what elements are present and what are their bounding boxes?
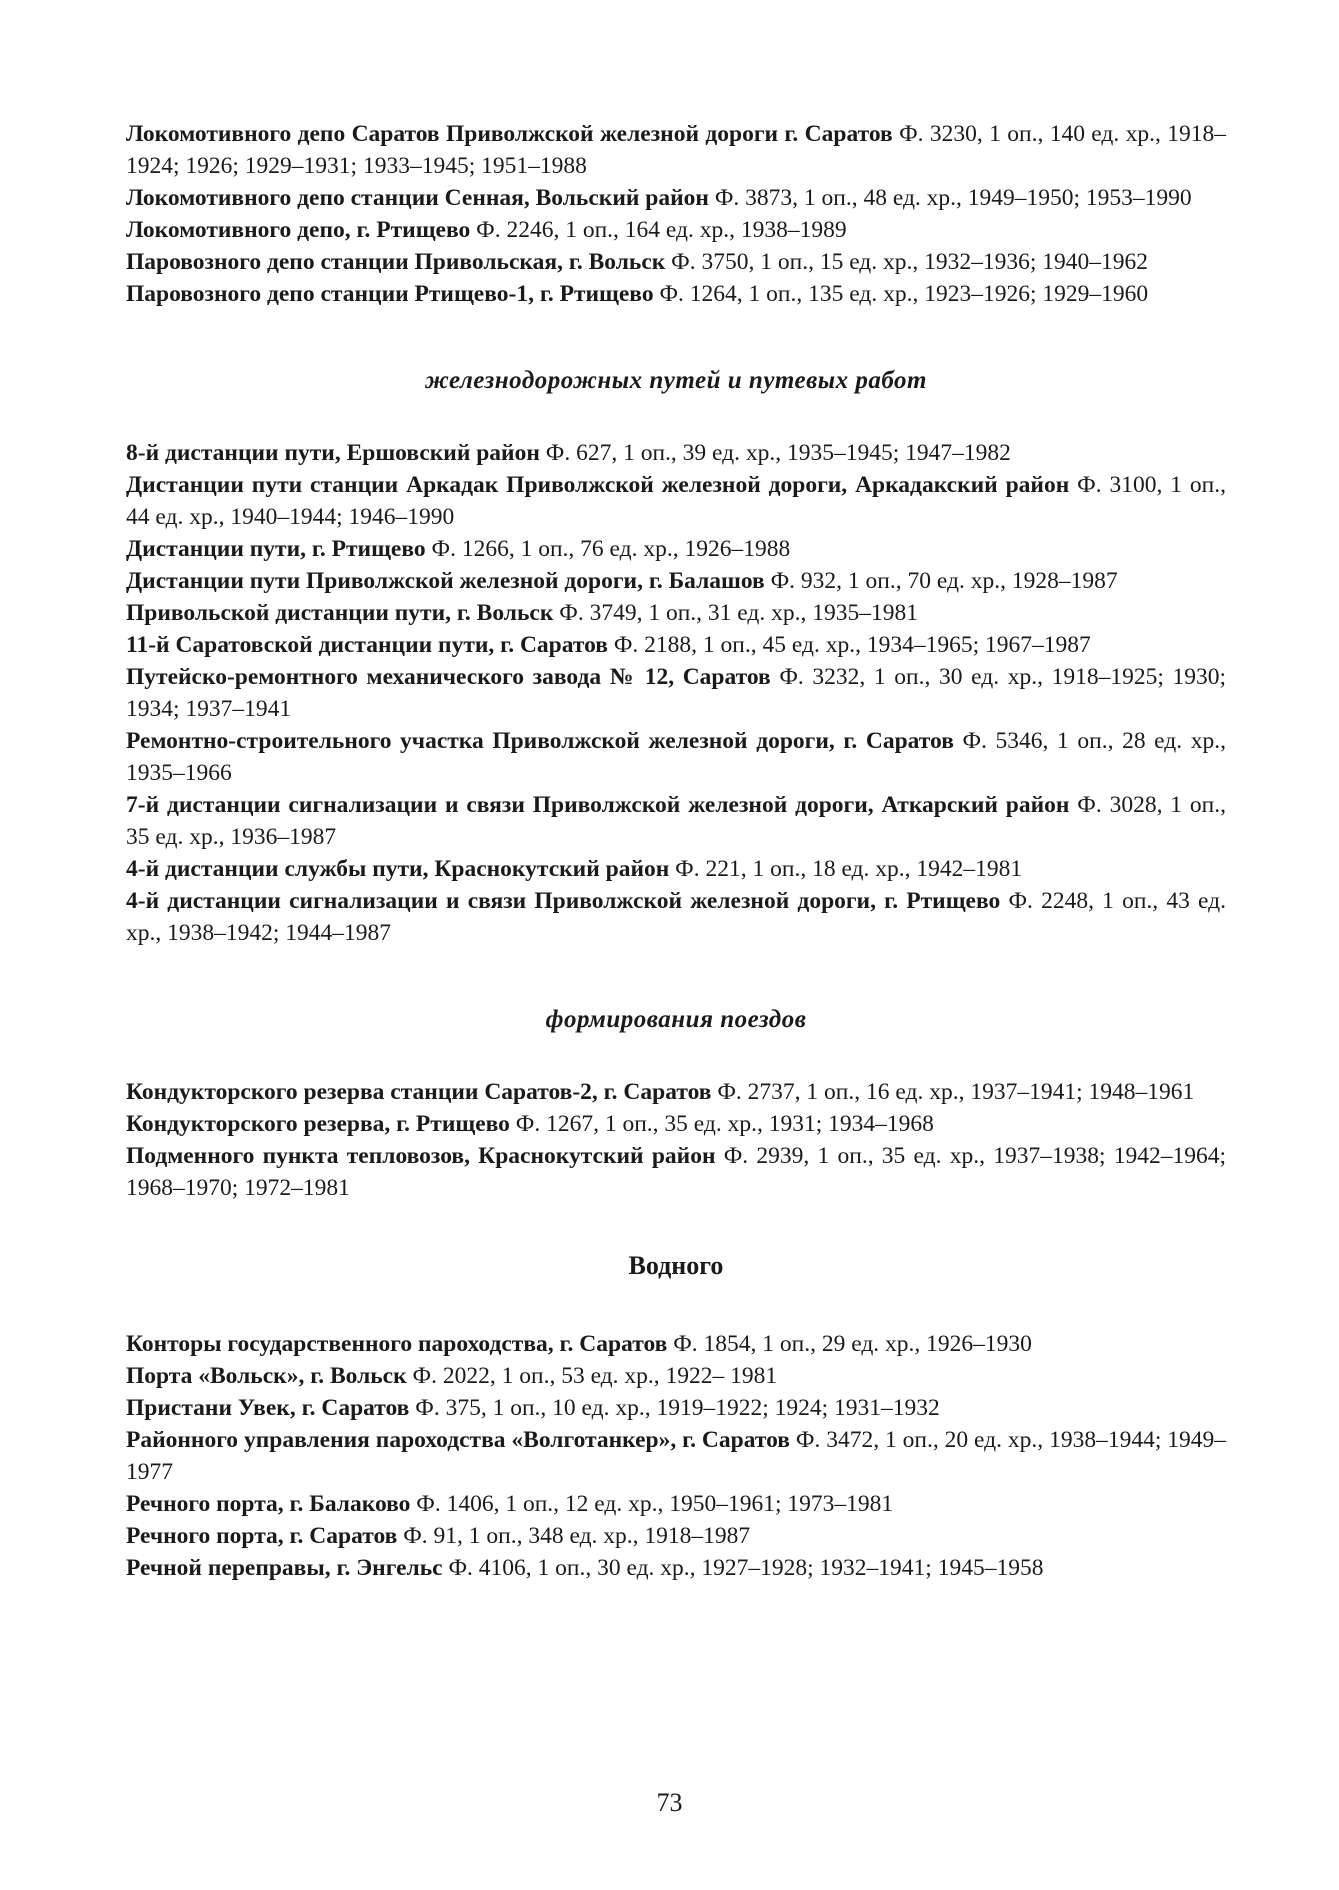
archive-entry — [126, 789, 1226, 853]
archive-entry — [126, 214, 1226, 246]
entry-details: Ф. 3873, 1 оп., 48 ед. хр., 1949–1950; 1953–1990 — [714, 185, 1192, 211]
entry-title: Локомотивного депо станции Сенная, Вольский район — [126, 185, 709, 211]
section-train-formation — [126, 1004, 1226, 1204]
archive-entry — [126, 1076, 1226, 1108]
entry-details: Ф. 2939, 1 оп., 35 ед. хр., 1937–1938; 1942–1964; 1968–1970; 1972–1981 — [126, 1143, 1226, 1201]
entry-details: Ф. 375, 1 оп., 10 ед. хр., 1919–1922; 1924; 1931–1932 — [415, 1395, 940, 1421]
section-railway-tracks — [126, 365, 1226, 949]
entry-title: Речного порта, г. Саратов — [126, 1523, 398, 1549]
entry-details: Ф. 3100, 1 оп., 44 ед. хр., 1940–1944; 1946–1990 — [126, 472, 1226, 530]
archive-entry — [126, 469, 1226, 533]
entry-title: Дистанции пути станции Аркадак Приволжской железной дороги, Аркадакский район — [126, 472, 1070, 498]
section-locomotive-depots — [126, 118, 1226, 310]
entry-details: Ф. 3232, 1 оп., 30 ед. хр., 1918–1925; 1930; 1934; 1937–1941 — [126, 664, 1226, 722]
archive-entry — [126, 1552, 1226, 1584]
entry-title: Паровозного депо станции Привольская, г. Вольск — [126, 249, 666, 275]
entry-title: 4-й дистанции службы пути, Краснокутский район — [126, 856, 670, 882]
entry-title: Речной переправы, г. Энгельс — [126, 1555, 443, 1581]
archive-entry — [126, 182, 1226, 214]
entry-title: Привольской дистанции пути, г. Вольск — [126, 600, 554, 626]
archive-entry — [126, 725, 1226, 789]
entry-details: Ф. 3750, 1 оп., 15 ед. хр., 1932–1936; 1940–1962 — [671, 249, 1149, 275]
archive-entry — [126, 885, 1226, 949]
entry-details: Ф. 932, 1 оп., 70 ед. хр., 1928–1987 — [770, 568, 1118, 594]
archive-entry — [126, 597, 1226, 629]
section-water-transport — [126, 1250, 1226, 1584]
entry-details: Ф. 627, 1 оп., 39 ед. хр., 1935–1945; 1947–1982 — [545, 440, 1011, 466]
archive-entry — [126, 118, 1226, 182]
entry-title: 4-й дистанции сигнализации и связи Приволжской железной дороги, г. Ртищево — [126, 888, 1001, 914]
section-heading: железнодорожных путей и путевых работ — [425, 367, 927, 394]
entry-details: Ф. 2737, 1 оп., 16 ед. хр., 1937–1941; 1948–1961 — [717, 1079, 1195, 1105]
entry-title: Локомотивного депо, г. Ртищево — [126, 217, 471, 243]
page-number: 73 — [656, 1788, 683, 1817]
entry-title: Локомотивного депо Саратов Приволжской железной дороги г. Саратов — [126, 121, 893, 147]
entry-details: Ф. 3230, 1 оп., 140 ед. хр., 1918–1924; 1926; 1929–1931; 1933–1945; 1951–1988 — [126, 121, 1226, 179]
archive-entry — [126, 1392, 1226, 1424]
section-heading: Водного — [628, 1251, 724, 1280]
entry-details: Ф. 1264, 1 оп., 135 ед. хр., 1923–1926; 1929–1960 — [659, 281, 1149, 307]
entry-details: Ф. 3472, 1 оп., 20 ед. хр., 1938–1944; 1949–1977 — [126, 1427, 1227, 1485]
entry-title: Районного управления пароходства «Волготанкер», г. Саратов — [126, 1427, 790, 1453]
entry-details: Ф. 3028, 1 оп., 35 ед. хр., 1936–1987 — [126, 792, 1226, 850]
document-page — [126, 118, 1226, 1584]
entry-title: Порта «Вольск», г. Вольск — [126, 1363, 407, 1389]
archive-entry — [126, 1328, 1226, 1360]
entry-details: Ф. 2188, 1 оп., 45 ед. хр., 1934–1965; 1967–1987 — [613, 632, 1091, 658]
entry-title: Пристани Увек, г. Саратов — [126, 1395, 410, 1421]
archive-entry — [126, 853, 1226, 885]
archive-entry — [126, 1108, 1226, 1140]
entry-title: Кондукторского резерва, г. Ртищево — [126, 1111, 510, 1137]
archive-entry — [126, 533, 1226, 565]
entry-details: Ф. 1854, 1 оп., 29 ед. хр., 1926–1930 — [673, 1331, 1032, 1357]
archive-entry — [126, 437, 1226, 469]
entry-details: Ф. 2246, 1 оп., 164 ед. хр., 1938–1989 — [476, 217, 847, 243]
archive-entry — [126, 1488, 1226, 1520]
entry-title: 11-й Саратовской дистанции пути, г. Саратов — [126, 632, 608, 658]
entry-title: Дистанции пути, г. Ртищево — [126, 536, 426, 562]
archive-entry — [126, 565, 1226, 597]
entry-details: Ф. 3749, 1 оп., 31 ед. хр., 1935–1981 — [559, 600, 918, 626]
entry-details: Ф. 1406, 1 оп., 12 ед. хр., 1950–1961; 1973–1981 — [416, 1491, 894, 1517]
entry-title: Речного порта, г. Балаково — [126, 1491, 411, 1517]
entry-details: Ф. 1267, 1 оп., 35 ед. хр., 1931; 1934–1968 — [515, 1111, 934, 1137]
entry-title: Конторы государственного пароходства, г. Саратов — [126, 1331, 668, 1357]
entry-title: 7-й дистанции сигнализации и связи Приволжской железной дороги, Аткарский район — [126, 792, 1070, 818]
entry-details: Ф. 1266, 1 оп., 76 ед. хр., 1926–1988 — [431, 536, 791, 562]
entry-title: Дистанции пути Приволжской железной дороги, г. Балашов — [126, 568, 765, 594]
entry-title: Путейско-ремонтного механического завода № 12, Саратов — [126, 664, 771, 690]
archive-entry — [126, 1520, 1226, 1552]
archive-entry — [126, 1360, 1226, 1392]
entry-title: Паровозного депо станции Ртищево-1, г. Ртищево — [126, 281, 654, 307]
entry-details: Ф. 5346, 1 оп., 28 ед. хр., 1935–1966 — [126, 728, 1226, 786]
archive-entry — [126, 278, 1226, 310]
entry-details: Ф. 4106, 1 оп., 30 ед. хр., 1927–1928; 1932–1941; 1945–1958 — [448, 1555, 1044, 1581]
entry-details: Ф. 221, 1 оп., 18 ед. хр., 1942–1981 — [675, 856, 1023, 882]
archive-entry — [126, 1424, 1226, 1488]
entry-details: Ф. 2248, 1 оп., 43 ед. хр., 1938–1942; 1944–1987 — [126, 888, 1227, 946]
entry-title: Подменного пункта тепловозов, Краснокутский район — [126, 1143, 716, 1169]
section-heading: формирования поездов — [545, 1006, 807, 1033]
archive-entry — [126, 246, 1226, 278]
archive-entry — [126, 661, 1226, 725]
archive-entry — [126, 1140, 1226, 1204]
archive-entry — [126, 629, 1226, 661]
entry-title: Ремонтно-строительного участка Приволжской железной дороги, г. Саратов — [126, 728, 954, 754]
entry-details: Ф. 2022, 1 оп., 53 ед. хр., 1922– 1981 — [412, 1363, 778, 1389]
entry-details: Ф. 91, 1 оп., 348 ед. хр., 1918–1987 — [403, 1523, 751, 1549]
entry-title: Кондукторского резерва станции Саратов-2, г. Саратов — [126, 1079, 712, 1105]
entry-title: 8-й дистанции пути, Ершовский район — [126, 440, 540, 466]
